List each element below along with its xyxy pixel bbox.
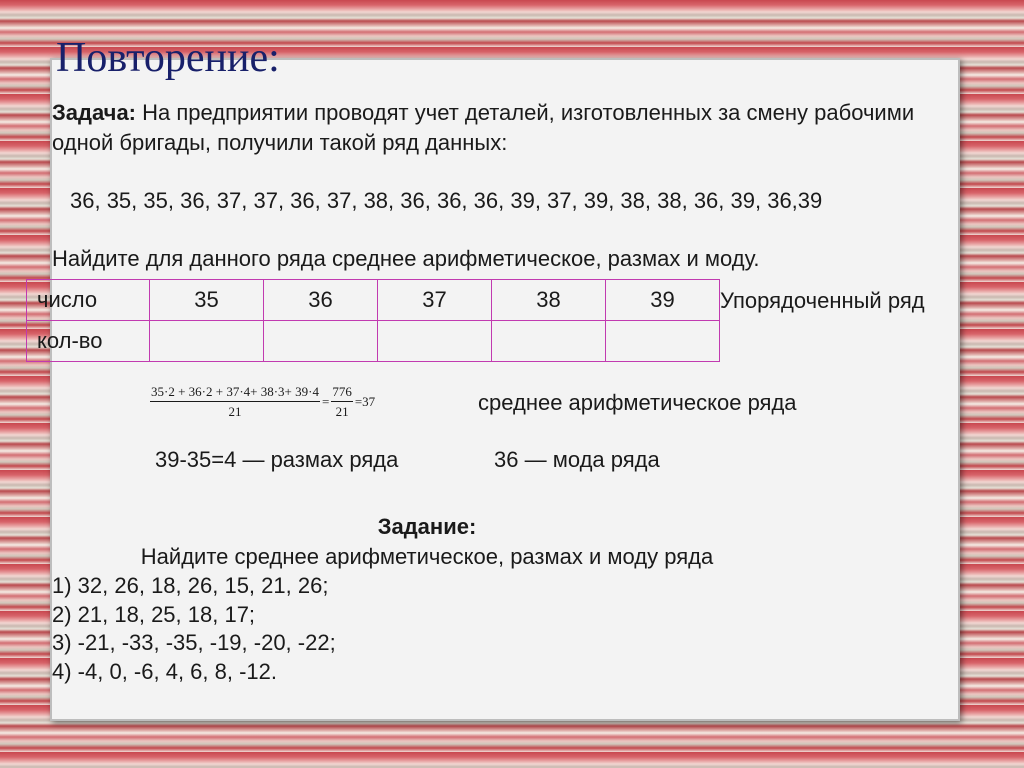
formula-denominator: 21 [228, 404, 242, 419]
frequency-table [26, 279, 720, 362]
formula-numerator: 35·2 + 36·2 + 37·4+ 38·3+ 39·4 [150, 384, 320, 402]
table-header-number: число [27, 280, 150, 321]
table-cell-number: 37 [378, 280, 492, 321]
formula-fraction-2 [331, 384, 353, 420]
mean-label: среднее арифметическое ряда [478, 390, 797, 415]
table-row-counts [27, 321, 720, 362]
table-cell-count [378, 321, 492, 362]
formula-numerator-2: 776 [331, 384, 353, 402]
data-series: 36, 35, 35, 36, 37, 37, 36, 37, 38, 36, 36, 36, 39, 37, 39, 38, 38, 36, 39, 36,39 [70, 188, 823, 213]
exercise-subtitle: Найдите среднее арифметическое, размах и моду ряда [140, 544, 714, 569]
range-text: 39-35=4 — размах ряда [155, 447, 399, 472]
exercise-item: 1) 32, 26, 18, 26, 15, 21, 26; [52, 573, 329, 598]
table-cell-number: 39 [606, 280, 720, 321]
table-cell-count [150, 321, 264, 362]
table-cell-number: 38 [492, 280, 606, 321]
exercise-item: 4) -4, 0, -6, 4, 6, 8, -12. [52, 658, 277, 684]
exercise-title: Задание: [377, 514, 477, 539]
table-cell-count [264, 321, 378, 362]
ordered-series-label: Упорядоченный ряд [720, 288, 925, 313]
formula-result: =37 [354, 394, 376, 409]
task-paragraph [52, 98, 952, 158]
formula-fraction [150, 384, 320, 420]
exercise-item: 2) 21, 18, 25, 18, 17; [52, 601, 256, 627]
exercise-block [52, 512, 802, 686]
table-cell-number: 36 [264, 280, 378, 321]
table-cell-count [606, 321, 720, 362]
mode-text: 36 — мода ряда [494, 447, 660, 472]
slide-title: Повторение: [56, 35, 280, 81]
mean-formula [150, 384, 377, 420]
formula-denominator-2: 21 [335, 404, 349, 419]
table-row-numbers [27, 280, 720, 321]
instruction-text: Найдите для данного ряда среднее арифметическое, размах и моду. [52, 246, 760, 271]
task-text: На предприятии проводят учет деталей, изготовленных за смену рабочими одной бригады, получили такой ряд данных: [52, 100, 915, 155]
exercise-item: 3) -21, -33, -35, -19, -20, -22; [52, 630, 336, 655]
table-header-count: кол-во [27, 321, 150, 362]
table-cell-number: 35 [150, 280, 264, 321]
formula-equals: = [321, 394, 330, 409]
task-label: Задача: [52, 100, 137, 125]
table-cell-count [492, 321, 606, 362]
